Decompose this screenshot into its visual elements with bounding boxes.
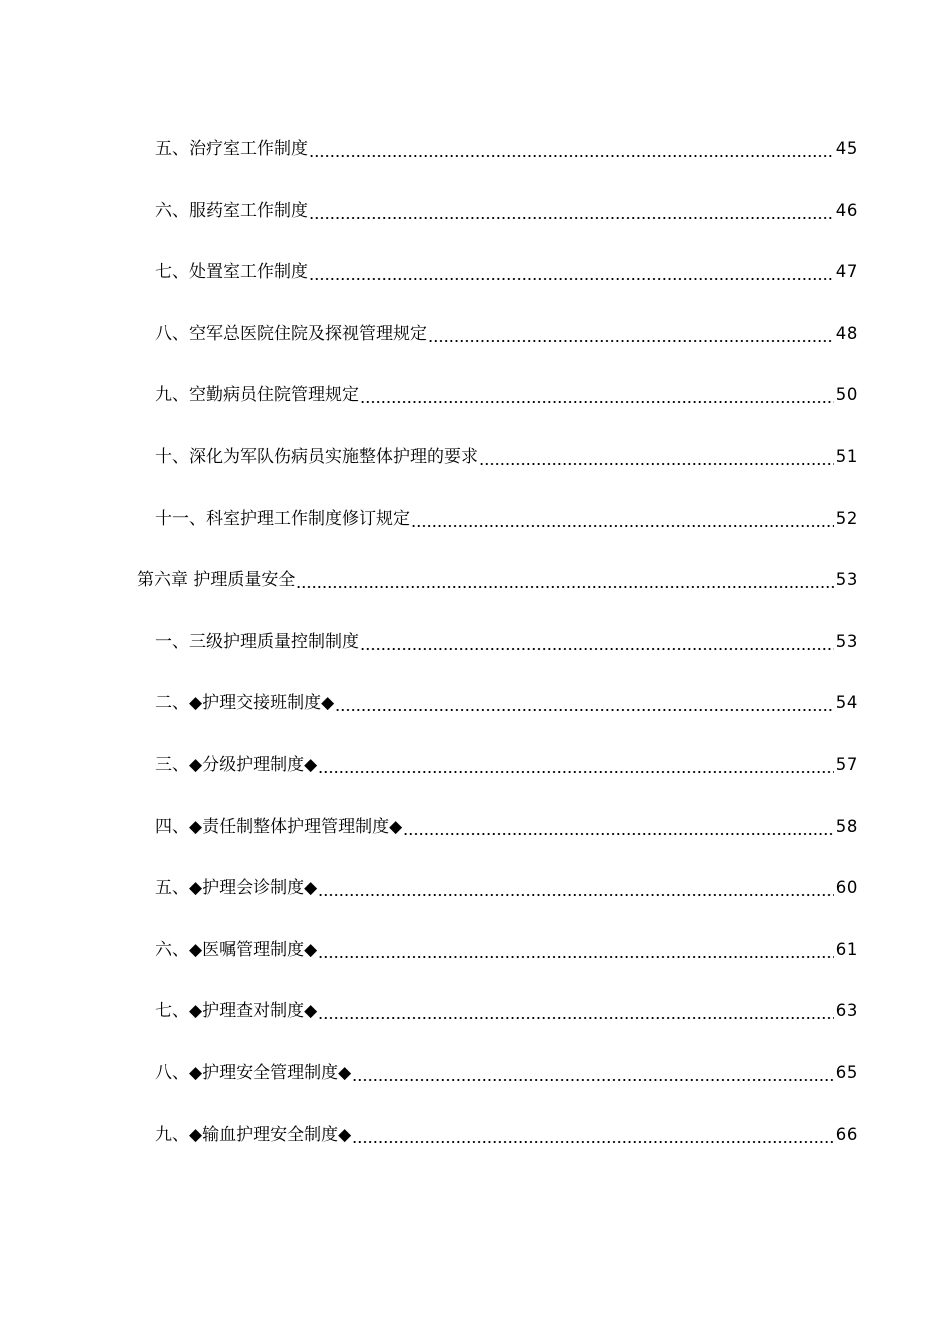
toc-entry-title: 六、◆医嘱管理制度◆ — [155, 939, 318, 960]
toc-dot-leader — [318, 875, 834, 901]
toc-entry-title: 六、服药室工作制度 — [155, 200, 308, 221]
toc-dot-leader — [352, 1122, 834, 1148]
toc-entry-title: 八、◆护理安全管理制度◆ — [155, 1062, 352, 1083]
toc-entry[interactable] — [0, 998, 950, 1060]
toc-page-number: 63 — [835, 1001, 858, 1021]
toc-dot-leader — [318, 752, 834, 778]
toc-dot-leader — [428, 321, 834, 347]
toc-page-number: 58 — [835, 816, 858, 836]
toc-page-number: 47 — [835, 262, 858, 282]
toc-entry[interactable] — [0, 259, 950, 321]
toc-page-number: 48 — [835, 323, 858, 343]
toc-dot-leader — [309, 136, 834, 162]
toc-entry-title: 七、处置室工作制度 — [155, 262, 308, 283]
toc-page-number: 52 — [835, 508, 858, 528]
toc-entry-title: 九、空勤病员住院管理规定 — [155, 385, 359, 406]
table-of-contents — [0, 136, 950, 1183]
toc-entry-title: 一、三级护理质量控制制度 — [155, 631, 359, 652]
toc-page-number: 54 — [835, 693, 858, 713]
toc-entry-title: 五、治疗室工作制度 — [155, 139, 308, 159]
toc-dot-leader — [309, 198, 834, 224]
toc-entry[interactable] — [0, 321, 950, 383]
toc-entry-title: 四、◆责任制整体护理管理制度◆ — [155, 816, 403, 837]
toc-dot-leader — [360, 382, 834, 408]
toc-dot-leader — [318, 937, 834, 963]
toc-entry[interactable] — [0, 629, 950, 691]
toc-page-number: 45 — [835, 139, 858, 158]
toc-page-number: 60 — [835, 878, 858, 898]
toc-dot-leader — [479, 444, 834, 470]
toc-dot-leader — [318, 998, 834, 1024]
toc-dot-leader — [411, 506, 834, 532]
toc-entry[interactable] — [0, 690, 950, 752]
toc-dot-leader — [352, 1060, 834, 1086]
toc-entry-title: 十一、科室护理工作制度修订规定 — [155, 508, 410, 529]
toc-entry[interactable] — [0, 752, 950, 814]
toc-chapter-title: 第六章 护理质量安全 — [137, 570, 296, 591]
toc-entry-title: 八、空军总医院住院及探视管理规定 — [155, 323, 427, 344]
toc-page-number: 66 — [835, 1124, 858, 1144]
toc-entry[interactable] — [0, 506, 950, 568]
toc-entry-title: 七、◆护理查对制度◆ — [155, 1001, 318, 1022]
toc-page-number: 46 — [835, 200, 858, 220]
toc-page-number: 65 — [835, 1062, 858, 1082]
toc-entry[interactable] — [0, 382, 950, 444]
toc-page-number: 53 — [835, 631, 858, 651]
toc-entry[interactable] — [0, 444, 950, 506]
toc-entry-title: 二、◆护理交接班制度◆ — [155, 693, 335, 714]
toc-dot-leader — [309, 259, 834, 285]
toc-entry[interactable] — [0, 198, 950, 260]
toc-page-number: 53 — [835, 570, 858, 590]
toc-page-number: 51 — [835, 446, 858, 466]
toc-entry[interactable] — [0, 136, 950, 198]
toc-entry[interactable] — [0, 875, 950, 937]
toc-dot-leader — [403, 814, 834, 840]
toc-chapter-entry[interactable] — [0, 567, 950, 629]
toc-entry-title: 九、◆输血护理安全制度◆ — [155, 1124, 352, 1145]
toc-dot-leader — [296, 567, 833, 593]
toc-entry[interactable] — [0, 1122, 950, 1184]
toc-page-number: 61 — [835, 939, 858, 959]
toc-dot-leader — [360, 629, 834, 655]
toc-page-number: 50 — [835, 385, 858, 405]
toc-entry[interactable] — [0, 1060, 950, 1122]
toc-entry-title: 五、◆护理会诊制度◆ — [155, 878, 318, 899]
toc-entry[interactable] — [0, 937, 950, 999]
toc-entry-title: 十、深化为军队伤病员实施整体护理的要求 — [155, 446, 478, 467]
toc-entry[interactable] — [0, 814, 950, 876]
toc-entry-title: 三、◆分级护理制度◆ — [155, 754, 318, 775]
toc-page-number: 57 — [835, 754, 858, 774]
toc-dot-leader — [335, 690, 834, 716]
